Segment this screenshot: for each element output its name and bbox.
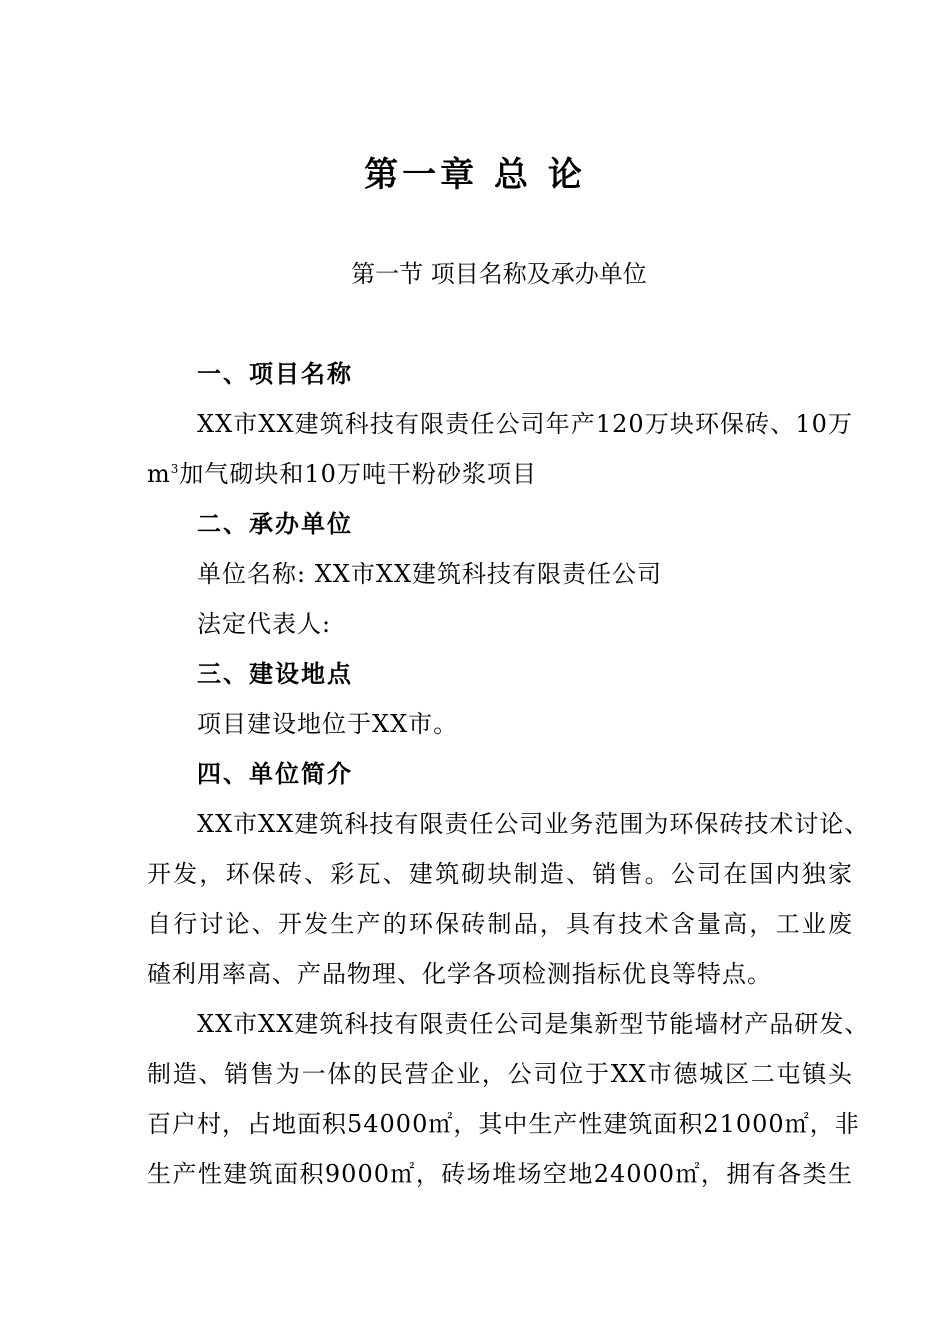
profile-para2-line-3: 百户村，占地面积54000㎡，其中生产性建筑面积21000㎡，非 (147, 1110, 860, 1138)
construction-site-line: 项目建设地位于XX市。 (197, 710, 459, 738)
section-title: 第一节 项目名称及承办单位 (351, 260, 647, 288)
heading-construction-site: 三、建设地点 (197, 660, 353, 688)
heading-project-name: 一、项目名称 (197, 360, 353, 388)
chapter-title: 第一章 总 论 (364, 155, 586, 195)
project-name-line-2 (147, 459, 537, 489)
heading-unit-profile: 四、单位简介 (197, 760, 353, 788)
unit-name-line: 单位名称: XX市XX建筑科技有限责任公司 (197, 560, 663, 588)
profile-para1-line-3: 自行讨论、开发生产的环保砖制品，具有技术含量高，工业废 (147, 910, 853, 938)
profile-para2-line-4: 生产性建筑面积9000㎡，砖场堆场空地24000㎡，拥有各类生 (147, 1160, 853, 1188)
profile-para1-line-4: 碴利用率高、产品物理、化学各项检测指标优良等特点。 (147, 960, 772, 988)
profile-para2-line-1: XX市XX建筑科技有限责任公司是集新型节能墙材产品研发、 (197, 1010, 870, 1038)
profile-para1-line-2: 开发，环保砖、彩瓦、建筑砌块制造、销售。公司在国内独家 (147, 860, 853, 888)
legal-representative-line: 法定代表人: (197, 610, 332, 638)
profile-para1-line-1: XX市XX建筑科技有限责任公司业务范围为环保砖技术讨论、 (197, 810, 870, 838)
profile-para2-line-2: 制造、销售为一体的民营企业，公司位于XX市德城区二屯镇头 (147, 1060, 853, 1088)
heading-undertaking-unit: 二、承办单位 (197, 510, 353, 538)
unit-m: m (147, 460, 171, 488)
project-name-line-1: XX市XX建筑科技有限责任公司年产120万块环保砖、10万 (197, 410, 853, 438)
project-name-line-2-text: 加气砌块和10万吨干粉砂浆项目 (179, 460, 537, 488)
unit-superscript: 3 (170, 462, 180, 476)
